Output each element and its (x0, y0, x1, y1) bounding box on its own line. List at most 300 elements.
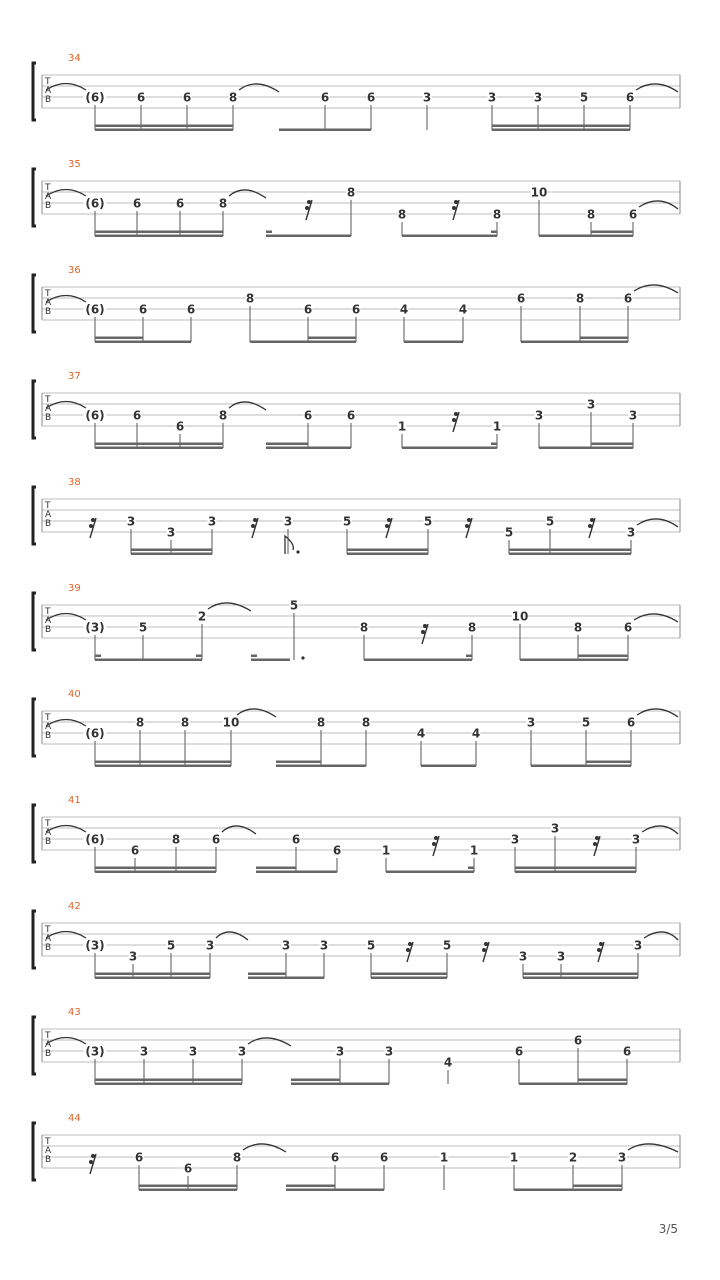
page-number: 3/5 (658, 1222, 678, 1236)
system-brace (33, 911, 36, 968)
fret-number: 6 (351, 302, 361, 317)
beam (266, 235, 351, 238)
fret-number: 5 (166, 938, 176, 953)
fret-number: 8 (397, 207, 407, 222)
tab-clef-letter: A (45, 404, 52, 414)
tie-out-arc (637, 709, 678, 717)
tab-clef-letter: B (45, 519, 52, 529)
tab-system (33, 795, 680, 873)
beam (248, 973, 286, 976)
measure-number: 37 (68, 371, 81, 382)
tab-system (33, 477, 680, 555)
system-brace (33, 1017, 36, 1074)
fret-number: 6 (623, 291, 633, 306)
beam (308, 337, 356, 340)
tab-clef-letter: A (45, 934, 52, 944)
fret-number: 3 (556, 949, 566, 964)
fret-number: 8 (586, 207, 596, 222)
fret-number: 8 (573, 620, 583, 635)
beam (95, 235, 223, 238)
fret-number: 3 (166, 525, 176, 540)
beam (291, 1083, 340, 1086)
fret-number: 4 (471, 726, 481, 741)
fret-number: 3 (631, 832, 641, 847)
tie-out-arc (642, 826, 678, 834)
fret-number: 8 (228, 90, 238, 105)
beam (308, 341, 356, 344)
beam (95, 337, 143, 340)
fret-number: 6 (332, 843, 342, 858)
tie-in-arc (46, 402, 86, 409)
rest-flag-dot (454, 200, 458, 204)
tab-clef-letter: B (45, 731, 52, 741)
tie-out-arc (636, 84, 678, 92)
tab-system (33, 901, 680, 979)
beam (591, 231, 633, 234)
beam (402, 235, 497, 238)
tab-system (33, 371, 680, 449)
beam (573, 1189, 622, 1192)
fret-number: 3 (533, 90, 543, 105)
rest-flag-dot (408, 942, 412, 946)
tab-clef-letter: A (45, 298, 52, 308)
beam (279, 129, 371, 132)
tab-clef-letter: T (45, 183, 51, 193)
beam (591, 447, 633, 450)
fret-number: 6 (134, 1150, 144, 1165)
tab-clef-letter: A (45, 192, 52, 202)
tab-clef-letter: A (45, 86, 52, 96)
fret-number: 3 (283, 514, 293, 529)
beam (131, 549, 212, 552)
rest-flag-dot (421, 630, 425, 634)
tie-in-arc (46, 826, 86, 833)
eighth-flag (285, 536, 293, 554)
fret-number: 6 (186, 302, 196, 317)
fret-number: 3 (586, 397, 596, 412)
measure-number: 44 (68, 1113, 81, 1124)
tie-in-arc (46, 190, 86, 197)
tied-fret-number: (6) (85, 726, 105, 741)
tab-clef-letter: T (45, 925, 51, 935)
beam (586, 761, 631, 764)
fret-number: 8 (135, 715, 145, 730)
beam (404, 341, 463, 344)
beam (580, 341, 628, 344)
measure-number: 43 (68, 1007, 81, 1018)
tie-arc (243, 1144, 286, 1152)
tied-fret-number: (6) (85, 196, 105, 211)
rest-flag-dot (590, 518, 594, 522)
beam (492, 125, 630, 128)
tab-clef-letter: B (45, 413, 52, 423)
fret-number: 5 (342, 514, 352, 529)
tab-clef-letter: T (45, 1031, 51, 1041)
fret-number: 6 (130, 843, 140, 858)
beam (580, 337, 628, 340)
beam (95, 125, 233, 128)
fret-number: 6 (132, 196, 142, 211)
beam (578, 1079, 627, 1082)
system-brace (33, 381, 36, 438)
beam (95, 447, 223, 450)
tie-arc (216, 932, 248, 940)
tie-out-arc (634, 614, 678, 622)
fret-number: 1 (492, 419, 502, 434)
fret-number: 1 (509, 1150, 519, 1165)
fret-number: 6 (291, 832, 301, 847)
beam-stub (468, 867, 474, 870)
tab-clef-letter: T (45, 501, 51, 511)
tie-out-arc (644, 932, 678, 940)
tab-clef-letter: T (45, 819, 51, 829)
tab-clef-letter: A (45, 722, 52, 732)
beam (131, 553, 212, 556)
fret-number: 1 (381, 843, 391, 858)
system-brace (33, 169, 36, 226)
fret-number: 8 (218, 196, 228, 211)
tie-in-arc (46, 1038, 86, 1045)
fret-number: 3 (550, 821, 560, 836)
beam-stub (491, 231, 497, 234)
beam-stub (466, 655, 472, 658)
beam (371, 977, 447, 980)
fret-number: 3 (384, 1044, 394, 1059)
tab-clef-letter: A (45, 1040, 52, 1050)
tie-out-arc (639, 201, 678, 209)
fret-number: 6 (183, 1161, 193, 1176)
fret-number: 8 (361, 715, 371, 730)
tab-clef-letter: B (45, 625, 52, 635)
fret-number: 6 (366, 90, 376, 105)
fret-number: 2 (568, 1150, 578, 1165)
rest-flag-dot (251, 524, 255, 528)
tie-in-arc (46, 720, 86, 727)
fret-number: 6 (628, 207, 638, 222)
tie-arc (222, 826, 256, 834)
rest-flag-dot (307, 200, 311, 204)
beam (95, 977, 210, 980)
system-brace (33, 699, 36, 756)
system-brace (33, 63, 36, 120)
beam (95, 867, 216, 870)
rest-flag-dot (593, 842, 597, 846)
beam (276, 761, 321, 764)
fret-number: 3 (617, 1150, 627, 1165)
fret-number: 8 (180, 715, 190, 730)
fret-number: 10 (530, 185, 548, 200)
fret-number: 6 (175, 419, 185, 434)
fret-number: 8 (346, 185, 356, 200)
fret-number: 8 (467, 620, 477, 635)
rest-flag-dot (452, 206, 456, 210)
fret-number: 5 (366, 938, 376, 953)
tab-clef-letter: T (45, 77, 51, 87)
rest-flag-dot (305, 206, 309, 210)
fret-number: 6 (330, 1150, 340, 1165)
rest-flag-dot (452, 418, 456, 422)
fret-number: 5 (504, 525, 514, 540)
rest-flag-dot (467, 518, 471, 522)
measure-number: 35 (68, 159, 81, 170)
fret-number: 8 (575, 291, 585, 306)
fret-number: 6 (175, 196, 185, 211)
beam (386, 871, 474, 874)
fret-number: 3 (139, 1044, 149, 1059)
fret-number: 3 (526, 715, 536, 730)
beam (286, 1189, 335, 1192)
tab-clef-letter: B (45, 95, 52, 105)
system-brace (33, 487, 36, 544)
beam (364, 659, 472, 662)
rest-flag-dot (595, 836, 599, 840)
beam (421, 765, 476, 768)
tie-in-arc (46, 614, 86, 621)
fret-number: 6 (320, 90, 330, 105)
tie-arc (208, 603, 251, 611)
beam (347, 549, 428, 552)
beam (95, 871, 216, 874)
fret-number: 3 (207, 514, 217, 529)
rest-flag-dot (599, 942, 603, 946)
tie-in-arc (46, 84, 86, 91)
fret-number: 3 (319, 938, 329, 953)
beam (139, 1185, 237, 1188)
fret-number: 3 (205, 938, 215, 953)
beam (95, 231, 223, 234)
fret-number: 6 (303, 302, 313, 317)
tab-clef-letter: B (45, 837, 52, 847)
fret-number: 3 (335, 1044, 345, 1059)
tab-clef-letter: T (45, 607, 51, 617)
fret-number: 4 (443, 1055, 453, 1070)
fret-number: 4 (416, 726, 426, 741)
tab-clef-letter: B (45, 201, 52, 211)
rest-flag-dot (465, 524, 469, 528)
tab-clef-letter: B (45, 943, 52, 953)
fret-number: 3 (237, 1044, 247, 1059)
measure-number: 42 (68, 901, 81, 912)
tied-fret-number: (6) (85, 408, 105, 423)
beam (266, 447, 308, 450)
beam (492, 129, 630, 132)
rest-flag-dot (482, 948, 486, 952)
tab-system (33, 265, 680, 343)
fret-number: 3 (510, 832, 520, 847)
beam (515, 867, 636, 870)
tab-clef-letter: T (45, 289, 51, 299)
beam (578, 1083, 627, 1086)
tab-clef-letter: B (45, 1155, 52, 1165)
fret-number: 6 (379, 1150, 389, 1165)
fret-number: 3 (487, 90, 497, 105)
beam (95, 129, 233, 132)
beam (509, 549, 631, 552)
rest-flag-dot (454, 412, 458, 416)
tie-arc (229, 190, 266, 198)
fret-number: 3 (128, 949, 138, 964)
beam (586, 765, 631, 768)
fret-number: 5 (545, 514, 555, 529)
beam (286, 1185, 335, 1188)
fret-number: 2 (197, 609, 207, 624)
dot (301, 656, 304, 659)
rest-flag-dot (588, 524, 592, 528)
beam (95, 765, 231, 768)
fret-number: 6 (516, 291, 526, 306)
fret-number: 6 (211, 832, 221, 847)
fret-number: 6 (136, 90, 146, 105)
beam (95, 659, 202, 662)
tie-in-arc (46, 296, 86, 303)
fret-number: 3 (626, 525, 636, 540)
tab-clef-letter: A (45, 828, 52, 838)
tab-system (33, 689, 680, 767)
tab-clef-letter: B (45, 307, 52, 317)
beam (591, 443, 633, 446)
beam (523, 973, 638, 976)
fret-number: 6 (138, 302, 148, 317)
beam-stub (95, 655, 101, 658)
tied-fret-number: (3) (85, 620, 105, 635)
fret-number: 3 (628, 408, 638, 423)
system-brace (33, 1123, 36, 1180)
tied-fret-number: (6) (85, 832, 105, 847)
measure-number: 41 (68, 795, 81, 806)
fret-number: 6 (626, 715, 636, 730)
fret-number: 3 (281, 938, 291, 953)
fret-number: 3 (633, 938, 643, 953)
beam-stub (251, 655, 257, 658)
beam (347, 553, 428, 556)
tie-in-arc (46, 932, 86, 939)
tab-clef-letter: T (45, 395, 51, 405)
fret-number: 5 (579, 90, 589, 105)
beam (509, 553, 631, 556)
fret-number: 1 (397, 419, 407, 434)
tab-clef-letter: T (45, 713, 51, 723)
beam (95, 761, 231, 764)
fret-number: 5 (423, 514, 433, 529)
fret-number: 6 (514, 1044, 524, 1059)
dot (296, 550, 299, 553)
beam (291, 1079, 340, 1082)
rest-flag-dot (89, 524, 93, 528)
fret-number: 3 (534, 408, 544, 423)
fret-number: 8 (316, 715, 326, 730)
fret-number: 6 (622, 1044, 632, 1059)
beam (578, 655, 628, 658)
measure-number: 39 (68, 583, 81, 594)
tie-arc (237, 709, 276, 717)
fret-number: 8 (171, 832, 181, 847)
fret-number: 6 (623, 620, 633, 635)
rest-flag-dot (406, 948, 410, 952)
beam (523, 977, 638, 980)
tied-fret-number: (3) (85, 1044, 105, 1059)
fret-number: 8 (232, 1150, 242, 1165)
rest-flag-dot (253, 518, 257, 522)
measure-number: 36 (68, 265, 81, 276)
measure-number: 38 (68, 477, 81, 488)
beam (139, 1189, 237, 1192)
beam (276, 765, 321, 768)
rest-flag-dot (597, 948, 601, 952)
beam (266, 443, 308, 446)
beam (95, 1083, 242, 1086)
fret-number: 6 (346, 408, 356, 423)
system-brace (33, 593, 36, 650)
rest-flag-dot (385, 524, 389, 528)
tied-fret-number: (6) (85, 90, 105, 105)
tab-clef-letter: A (45, 616, 52, 626)
fret-number: 5 (442, 938, 452, 953)
tab-clef-letter: T (45, 1137, 51, 1147)
beam (591, 235, 633, 238)
rest-flag-dot (91, 1154, 95, 1158)
beam (573, 1185, 622, 1188)
beam (402, 447, 497, 450)
beam (95, 973, 210, 976)
rest-flag-dot (484, 942, 488, 946)
beam (256, 871, 296, 874)
tied-fret-number: (6) (85, 302, 105, 317)
fret-number: 6 (303, 408, 313, 423)
beam (515, 871, 636, 874)
fret-number: 8 (245, 291, 255, 306)
tab-system (33, 159, 680, 237)
rest-flag-dot (434, 836, 438, 840)
tab-clef-letter: A (45, 510, 52, 520)
fret-number: 5 (289, 598, 299, 613)
tie-out-arc (628, 1144, 678, 1152)
fret-number: 4 (458, 302, 468, 317)
fret-number: 6 (573, 1033, 583, 1048)
fret-number: 4 (399, 302, 409, 317)
tie-arc (239, 84, 279, 92)
beam (578, 659, 628, 662)
tab-clef-letter: A (45, 1146, 52, 1156)
beam (248, 977, 286, 980)
measure-number: 40 (68, 689, 81, 700)
fret-number: 3 (518, 949, 528, 964)
measure-number: 34 (68, 53, 81, 64)
rest-flag-dot (89, 1160, 93, 1164)
beam (256, 867, 296, 870)
fret-number: 8 (218, 408, 228, 423)
fret-number: 6 (182, 90, 192, 105)
beam (95, 443, 223, 446)
beam (371, 973, 447, 976)
fret-number: 5 (138, 620, 148, 635)
fret-number: 5 (581, 715, 591, 730)
tie-arc (229, 402, 266, 410)
fret-number: 6 (132, 408, 142, 423)
fret-number: 3 (422, 90, 432, 105)
fret-number: 8 (359, 620, 369, 635)
beam (95, 1079, 242, 1082)
tied-fret-number: (3) (85, 938, 105, 953)
rest-flag-dot (91, 518, 95, 522)
fret-number: 1 (469, 843, 479, 858)
rest-flag-dot (387, 518, 391, 522)
beam-stub (266, 231, 272, 234)
fret-number: 8 (492, 207, 502, 222)
tab-system (33, 583, 680, 661)
tab-clef-letter: B (45, 1049, 52, 1059)
tie-out-arc (634, 285, 678, 293)
system-brace (33, 275, 36, 332)
